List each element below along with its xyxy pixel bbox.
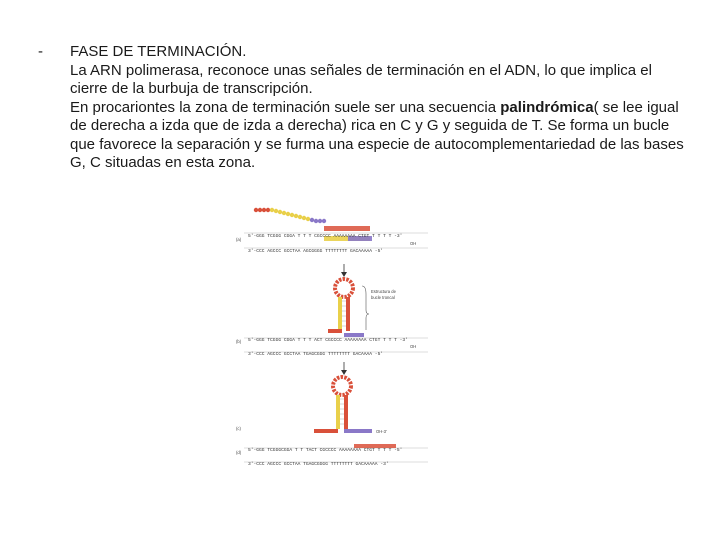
oh3-label-c: OH-3' bbox=[376, 429, 387, 434]
seq-a-bottom: 3'-CCC AGCCC GCCTAA AGCGGGG TTTTTTTT GACAAAAA -5' bbox=[248, 249, 384, 254]
arrow-down-2 bbox=[341, 362, 347, 375]
panel-d-label: (d) bbox=[236, 450, 242, 455]
seq-d-bottom: 3'-CCC AGCCC GCCTAA TGAGCGGGG TTTTTTTT GACAAAAA -3' bbox=[248, 462, 389, 467]
panel-b bbox=[236, 279, 428, 357]
seq-d-top: 5'-GGG TCGGGCGGA T T TACT CGCCCC AAAAAAAA CTGT T T T -5' bbox=[248, 448, 403, 453]
section-heading: FASE DE TERMINACIÓN. bbox=[70, 43, 247, 60]
hairpin-c bbox=[314, 377, 372, 433]
oh-label-b: OH bbox=[410, 344, 417, 349]
panel-c bbox=[236, 377, 387, 434]
paragraph-2-start: En procariontes la zona de terminación suele ser una secuencia bbox=[70, 98, 501, 116]
term-palindromica: palindrómica bbox=[500, 98, 594, 116]
seq-b-bottom: 3'-CCC AGCCC GCCTAA TGAGCGGG TTTTTTTT GACAAAA -5' bbox=[248, 352, 384, 357]
paragraph-1: La ARN polimerasa, reconoce unas señales de terminación en el ADN, lo que implica el cierre de la burbuja de transcripción. bbox=[70, 61, 652, 97]
stem-loop-bracket bbox=[362, 286, 369, 330]
seq-a-top: 5'-GGG TCGGG CGGA T T T CGCCCC AAAAAAAA CTGT T T T T -3' bbox=[248, 234, 403, 239]
panel-a-label: (a) bbox=[236, 237, 242, 242]
termination-figure bbox=[228, 200, 444, 468]
panel-a bbox=[236, 208, 428, 254]
panel-c-label: (c) bbox=[236, 426, 241, 431]
stem-loop-label-2: bucle troncal bbox=[371, 295, 395, 300]
panel-d bbox=[236, 444, 428, 467]
list-bullet: - bbox=[38, 43, 43, 60]
hairpin-b bbox=[328, 279, 364, 337]
text-block bbox=[70, 43, 690, 173]
paragraph-2 bbox=[70, 99, 690, 173]
stem-loop-label-1: Estructura de bbox=[371, 289, 396, 294]
paragraph-2-end: ( se lee igual de derecha a izda que de izda a derecha) rica en C y G y seguida de T. Se forma un bucle que favorece la separación y se furma una especie de autocomplementariedad de las bases G, C situadas en esta zona. bbox=[70, 98, 684, 171]
arrow-down-1 bbox=[341, 264, 347, 277]
oh-label-a: OH bbox=[410, 241, 417, 246]
rna-chain-a bbox=[254, 208, 326, 223]
panel-b-label: (b) bbox=[236, 339, 242, 344]
termination-diagram bbox=[228, 200, 444, 468]
seq-b-top: 5'-GGG TCGGG CGGA T T T ACT CGCCCC AAAAAAAA CTGT T T T -3' bbox=[248, 338, 408, 343]
